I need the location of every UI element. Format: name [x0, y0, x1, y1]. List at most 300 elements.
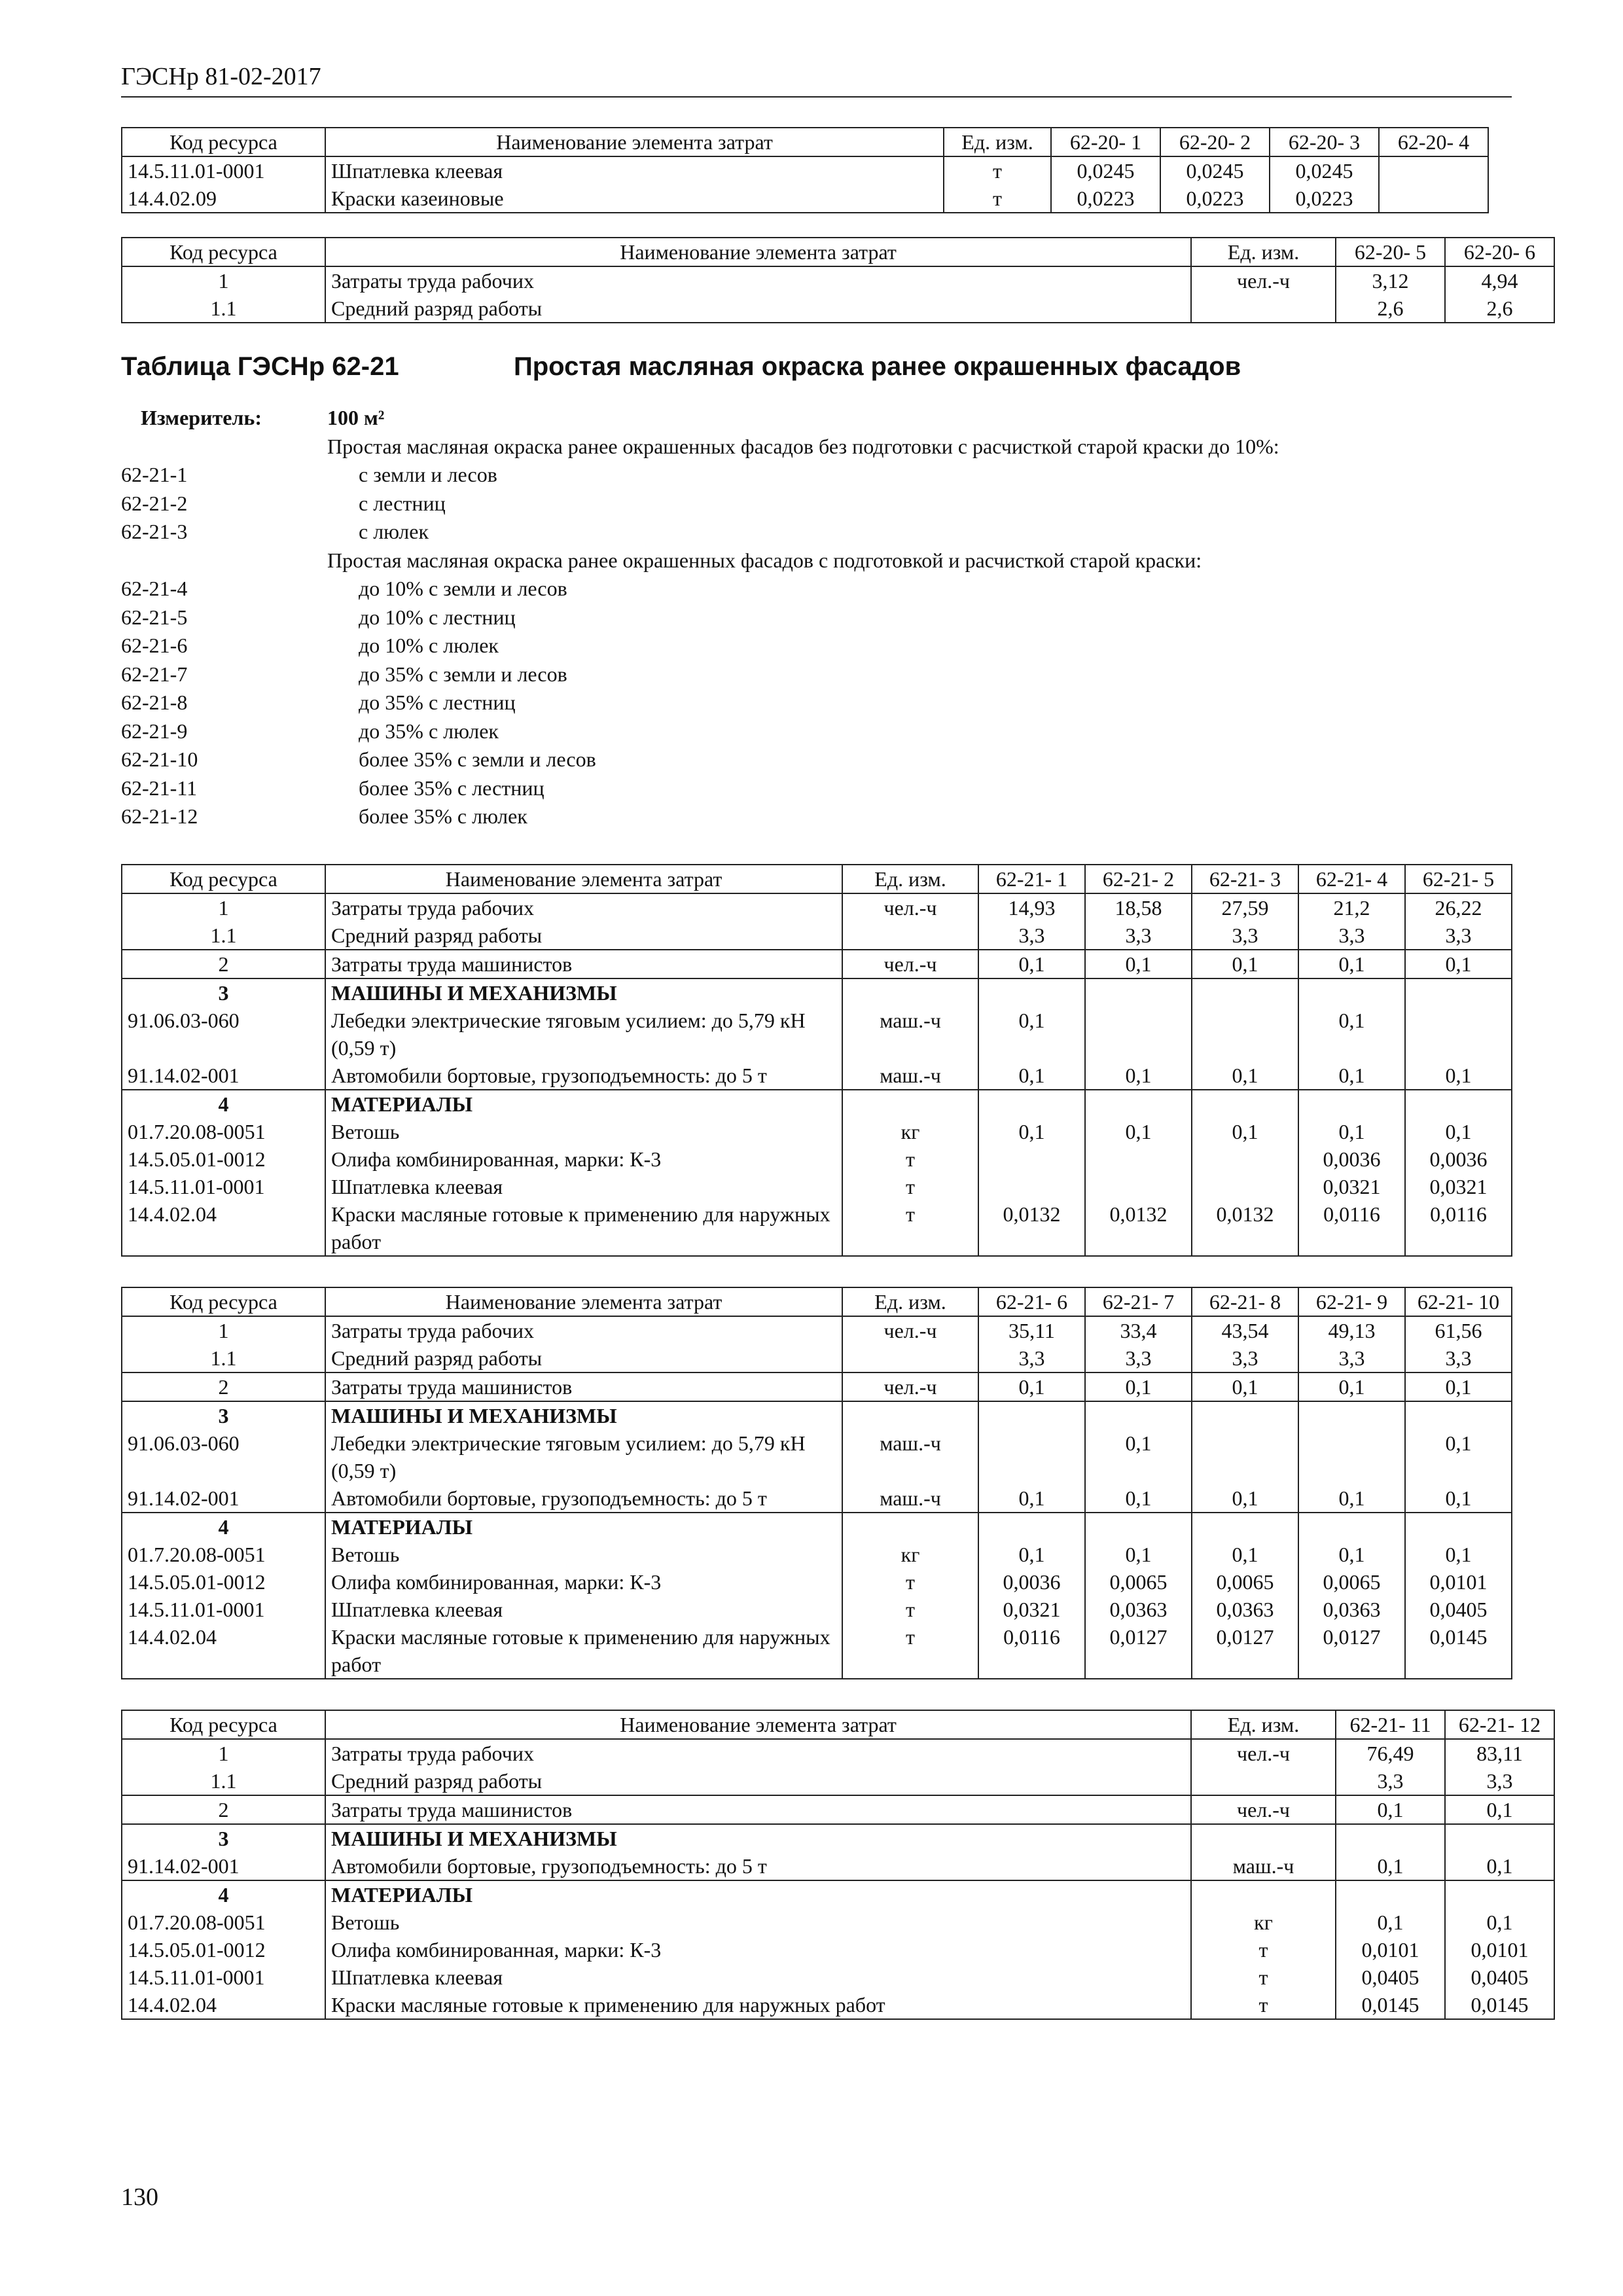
- resource-code: 91.14.02-001: [122, 1062, 325, 1090]
- norm-value: 3,3: [1085, 922, 1192, 950]
- resource-name: Средний разряд работы: [325, 295, 1191, 323]
- header-row: [122, 128, 1488, 156]
- norm-value: 3,3: [1298, 922, 1405, 950]
- norm-value: 3,3: [1192, 1344, 1298, 1372]
- norm-value: 0,0363: [1298, 1596, 1405, 1623]
- col-header-code: Код ресурса: [122, 1710, 325, 1739]
- resource-name: Средний разряд работы: [325, 1344, 842, 1372]
- norm-value: 0,1: [1085, 1541, 1192, 1568]
- norm-value: 0,0363: [1192, 1596, 1298, 1623]
- resource-name: Затраты труда рабочих: [325, 1316, 842, 1344]
- resource-code: 3: [122, 1401, 325, 1429]
- norm-value: [1298, 1429, 1405, 1484]
- norm-value: [1298, 1090, 1405, 1118]
- table-row: [122, 1090, 1512, 1118]
- norm-value: 0,1: [1298, 1118, 1405, 1145]
- resource-name: Шпатлевка клеевая: [325, 1596, 842, 1623]
- table-row: [122, 1596, 1512, 1623]
- norm-value: 35,11: [978, 1316, 1085, 1344]
- resource-unit: маш.-ч: [842, 1062, 978, 1090]
- norm-value: 0,1: [1405, 950, 1512, 978]
- norm-value: [1445, 1880, 1554, 1909]
- norm-value: [978, 1090, 1085, 1118]
- work-item-text: более 35% с лестниц: [359, 776, 544, 800]
- norm-value: [1405, 1513, 1512, 1541]
- resource-name: Ветошь: [325, 1118, 842, 1145]
- resource-name: Шпатлевка клеевая: [325, 1173, 842, 1200]
- work-item-text: с люлек: [359, 520, 429, 543]
- norm-value: 0,0065: [1085, 1568, 1192, 1596]
- col-header-norm: 62-21- 11: [1336, 1710, 1445, 1739]
- norm-value: 0,0132: [1192, 1200, 1298, 1256]
- resource-code: 14.5.11.01-0001: [122, 1173, 325, 1200]
- resource-name: Средний разряд работы: [325, 922, 842, 950]
- norm-value: [1379, 185, 1488, 213]
- norm-value: 76,49: [1336, 1739, 1445, 1767]
- norm-value: 0,1: [1085, 1429, 1192, 1484]
- resource-unit: чел.-ч: [842, 1316, 978, 1344]
- col-header-code: Код ресурса: [122, 865, 325, 893]
- norm-value: 49,13: [1298, 1316, 1405, 1344]
- resource-unit: [842, 1090, 978, 1118]
- resource-name: Ветошь: [325, 1541, 842, 1568]
- work-item: [121, 717, 1512, 746]
- norm-value: 0,0132: [978, 1200, 1085, 1256]
- resource-code: 14.4.02.09: [122, 185, 325, 213]
- work-item-text: до 10% с люлек: [359, 634, 499, 657]
- norm-value: 0,1: [1405, 1062, 1512, 1090]
- resource-code: 14.4.02.04: [122, 1991, 325, 2019]
- norm-value: 0,1: [1192, 1118, 1298, 1145]
- resource-name: Автомобили бортовые, грузоподъемность: до 5 т: [325, 1062, 842, 1090]
- norm-value: [978, 1429, 1085, 1484]
- table-row: [122, 185, 1488, 213]
- page-number: 130: [121, 2183, 158, 2211]
- resource-code: 1: [122, 1316, 325, 1344]
- work-items-1: [121, 461, 1512, 547]
- col-header-norm: 62-20- 5: [1336, 238, 1445, 266]
- norm-value: 3,3: [1445, 1767, 1554, 1795]
- norm-value: 0,1: [1445, 1852, 1554, 1880]
- resource-unit: [842, 922, 978, 950]
- norm-value: 0,0405: [1336, 1964, 1445, 1991]
- norm-value: 0,1: [978, 950, 1085, 978]
- table-row: [122, 1568, 1512, 1596]
- resource-unit: [1191, 1880, 1336, 1909]
- table-row: [122, 1513, 1512, 1541]
- norm-value: 0,0223: [1160, 185, 1270, 213]
- table-row: [122, 1936, 1554, 1964]
- norm-value: 0,0036: [1298, 1145, 1405, 1173]
- col-header-norm: 62-21- 7: [1085, 1287, 1192, 1316]
- norm-value: 0,0145: [1445, 1991, 1554, 2019]
- norm-value: 0,0127: [1298, 1623, 1405, 1679]
- resource-unit: чел.-ч: [1191, 1795, 1336, 1824]
- work-item-text: с земли и лесов: [359, 463, 497, 486]
- resource-table-62-21-b: [121, 1287, 1512, 1679]
- work-item-code: 62-21-8: [121, 691, 188, 714]
- resource-code: 1: [122, 266, 325, 295]
- norm-value: 0,1: [1085, 1118, 1192, 1145]
- resource-code: 14.5.05.01-0012: [122, 1145, 325, 1173]
- norm-value: 0,0145: [1405, 1623, 1512, 1679]
- resource-code: 1: [122, 893, 325, 922]
- table-title: Простая масляная окраска ранее окрашенных фасадов: [514, 352, 1241, 381]
- table-row: [122, 1824, 1554, 1852]
- norm-value: 0,0127: [1085, 1623, 1192, 1679]
- norm-value: [1405, 1090, 1512, 1118]
- norm-value: 0,0101: [1405, 1568, 1512, 1596]
- resource-unit: [842, 1401, 978, 1429]
- resource-unit: [1191, 295, 1336, 323]
- resource-unit: т: [944, 185, 1051, 213]
- norm-value: 61,56: [1405, 1316, 1512, 1344]
- work-item-text: до 10% с лестниц: [359, 605, 516, 629]
- table-row: [122, 1964, 1554, 1991]
- norm-value: [978, 1513, 1085, 1541]
- norm-value: 0,1: [1336, 1795, 1445, 1824]
- resource-code: 14.4.02.04: [122, 1200, 325, 1256]
- table-row: [122, 1880, 1554, 1909]
- norm-value: [1192, 1145, 1298, 1173]
- work-item-text: до 35% с люлек: [359, 719, 499, 743]
- norm-value: [1192, 1090, 1298, 1118]
- norm-value: [1085, 1145, 1192, 1173]
- col-header-code: Код ресурса: [122, 128, 325, 156]
- col-header-name: Наименование элемента затрат: [325, 238, 1191, 266]
- norm-value: [1085, 1090, 1192, 1118]
- norm-value: 18,58: [1085, 893, 1192, 922]
- resource-name: Краски казеиновые: [325, 185, 944, 213]
- resource-code: 3: [122, 978, 325, 1007]
- col-header-name: Наименование элемента затрат: [325, 1710, 1191, 1739]
- col-header-norm: 62-21- 1: [978, 865, 1085, 893]
- col-header-norm: 62-21- 4: [1298, 865, 1405, 893]
- norm-value: 0,1: [1405, 1541, 1512, 1568]
- norm-value: [1192, 1513, 1298, 1541]
- work-item-text: более 35% с земли и лесов: [359, 747, 596, 771]
- resource-table-62-20-b: [121, 237, 1555, 323]
- table-row: [122, 893, 1512, 922]
- norm-value: 3,3: [1405, 1344, 1512, 1372]
- resource-code: 01.7.20.08-0051: [122, 1909, 325, 1936]
- norm-value: [1298, 1513, 1405, 1541]
- resource-unit: маш.-ч: [1191, 1852, 1336, 1880]
- norm-value: 0,1: [1192, 1062, 1298, 1090]
- col-header-norm: 62-20- 3: [1270, 128, 1379, 156]
- norm-value: 0,1: [1298, 1007, 1405, 1062]
- work-item-code: 62-21-5: [121, 605, 188, 629]
- table-row: [122, 1062, 1512, 1090]
- norm-value: 21,2: [1298, 893, 1405, 922]
- norm-value: 0,1: [1445, 1909, 1554, 1936]
- col-header-unit: Ед. изм.: [842, 865, 978, 893]
- norm-value: 0,0116: [1405, 1200, 1512, 1256]
- norm-value: [978, 978, 1085, 1007]
- norm-value: [978, 1173, 1085, 1200]
- norm-value: 3,3: [1298, 1344, 1405, 1372]
- norm-value: 0,0065: [1192, 1568, 1298, 1596]
- table-row: [122, 295, 1554, 323]
- table-row: [122, 922, 1512, 950]
- col-header-code: Код ресурса: [122, 1287, 325, 1316]
- resource-code: 91.06.03-060: [122, 1007, 325, 1062]
- col-header-unit: Ед. изм.: [1191, 238, 1336, 266]
- norm-value: 0,0321: [1405, 1173, 1512, 1200]
- resource-name: МАШИНЫ И МЕХАНИЗМЫ: [325, 1824, 1191, 1852]
- header-row: [122, 1287, 1512, 1316]
- resource-code: 4: [122, 1090, 325, 1118]
- work-item: [121, 490, 1512, 518]
- norm-value: 0,0116: [1298, 1200, 1405, 1256]
- norm-value: 0,1: [1298, 1062, 1405, 1090]
- col-header-norm: 62-20- 2: [1160, 128, 1270, 156]
- col-header-norm: 62-21- 6: [978, 1287, 1085, 1316]
- norm-value: [1192, 978, 1298, 1007]
- col-header-name: Наименование элемента затрат: [325, 865, 842, 893]
- work-item-code: 62-21-7: [121, 662, 188, 686]
- norm-value: 0,0127: [1192, 1623, 1298, 1679]
- work-items-2: [121, 575, 1512, 831]
- norm-value: [1405, 1007, 1512, 1062]
- resource-name: Лебедки электрические тяговым усилием: до 5,79 кН (0,59 т): [325, 1429, 842, 1484]
- norm-value: 0,0036: [978, 1568, 1085, 1596]
- norm-value: 0,1: [978, 1062, 1085, 1090]
- resource-unit: чел.-ч: [1191, 266, 1336, 295]
- resource-name: Затраты труда рабочих: [325, 266, 1191, 295]
- norm-value: 0,1: [978, 1541, 1085, 1568]
- work-item-text: до 10% с земли и лесов: [359, 577, 567, 600]
- norm-value: 83,11: [1445, 1739, 1554, 1767]
- work-item: [121, 745, 1512, 774]
- norm-value: 0,1: [1298, 1541, 1405, 1568]
- norm-value: 0,1: [1336, 1852, 1445, 1880]
- work-item: [121, 802, 1512, 831]
- resource-code: 14.4.02.04: [122, 1623, 325, 1679]
- table-row: [122, 1852, 1554, 1880]
- resource-table-62-21-a: [121, 864, 1512, 1257]
- norm-value: [1405, 978, 1512, 1007]
- table-row: [122, 1991, 1554, 2019]
- col-header-norm: 62-20- 1: [1051, 128, 1160, 156]
- resource-code: 3: [122, 1824, 325, 1852]
- norm-value: 33,4: [1085, 1316, 1192, 1344]
- norm-value: 0,0101: [1336, 1936, 1445, 1964]
- work-item: [121, 603, 1512, 632]
- table-row: [122, 1909, 1554, 1936]
- norm-value: [1405, 1401, 1512, 1429]
- work-item: [121, 518, 1512, 547]
- norm-value: [978, 1401, 1085, 1429]
- norm-value: 0,1: [1085, 950, 1192, 978]
- work-item: [121, 660, 1512, 689]
- col-header-unit: Ед. изм.: [842, 1287, 978, 1316]
- resource-unit: чел.-ч: [842, 893, 978, 922]
- table-row: [122, 1401, 1512, 1429]
- work-item-text: с лестниц: [359, 491, 446, 515]
- resource-name: Краски масляные готовые к применению для наружных работ: [325, 1991, 1191, 2019]
- resource-unit: т: [1191, 1991, 1336, 2019]
- norm-value: [1192, 1429, 1298, 1484]
- resource-unit: т: [842, 1568, 978, 1596]
- norm-value: 0,1: [1405, 1484, 1512, 1513]
- norm-value: 0,0145: [1336, 1991, 1445, 2019]
- norm-value: 0,1: [1085, 1372, 1192, 1401]
- resource-unit: маш.-ч: [842, 1429, 978, 1484]
- norm-value: 2,6: [1445, 295, 1554, 323]
- col-header-name: Наименование элемента затрат: [325, 128, 944, 156]
- norm-value: 0,1: [1445, 1795, 1554, 1824]
- norm-value: 3,12: [1336, 266, 1445, 295]
- resource-unit: маш.-ч: [842, 1484, 978, 1513]
- work-item-code: 62-21-2: [121, 491, 188, 515]
- document-page: [121, 62, 1541, 2020]
- norm-value: 0,1: [1298, 1372, 1405, 1401]
- norm-value: 3,3: [1192, 922, 1298, 950]
- header-row: [122, 865, 1512, 893]
- table-row: [122, 1623, 1512, 1679]
- resource-table-62-21-c: [121, 1710, 1555, 2020]
- table-row: [122, 1484, 1512, 1513]
- work-group-1: Простая масляная окраска ранее окрашенных фасадов без подготовки с расчисткой старой краски до 10%:: [327, 434, 1279, 458]
- resource-name: Олифа комбинированная, марки: К-3: [325, 1568, 842, 1596]
- resource-name: Затраты труда машинистов: [325, 950, 842, 978]
- col-header-norm: 62-21- 9: [1298, 1287, 1405, 1316]
- table-number: Таблица ГЭСНр 62-21: [121, 352, 399, 381]
- running-header: ГЭСНр 81-02-2017: [121, 62, 1512, 98]
- norm-value: 0,1: [978, 1007, 1085, 1062]
- table-row: [122, 978, 1512, 1007]
- resource-name: МАШИНЫ И МЕХАНИЗМЫ: [325, 978, 842, 1007]
- table-row: [122, 1173, 1512, 1200]
- norm-value: 0,0245: [1270, 156, 1379, 185]
- norm-value: 0,0321: [1298, 1173, 1405, 1200]
- work-item-code: 62-21-11: [121, 776, 198, 800]
- resource-name: МАШИНЫ И МЕХАНИЗМЫ: [325, 1401, 842, 1429]
- work-item: [121, 461, 1512, 490]
- table-row: [122, 1429, 1512, 1484]
- norm-value: 0,1: [1405, 1372, 1512, 1401]
- resource-unit: т: [944, 156, 1051, 185]
- resource-name: Шпатлевка клеевая: [325, 156, 944, 185]
- work-item-code: 62-21-12: [121, 804, 198, 828]
- col-header-norm: 62-21- 5: [1405, 865, 1512, 893]
- col-header-norm: 62-21- 10: [1405, 1287, 1512, 1316]
- norm-value: 3,3: [1405, 922, 1512, 950]
- table-row: [122, 950, 1512, 978]
- norm-value: [1085, 1007, 1192, 1062]
- norm-value: 0,0132: [1085, 1200, 1192, 1256]
- norm-value: 0,0245: [1160, 156, 1270, 185]
- norm-value: [1192, 1007, 1298, 1062]
- measure-value: 100 м²: [327, 406, 385, 429]
- resource-name: Затраты труда рабочих: [325, 1739, 1191, 1767]
- measure-block: [121, 404, 1512, 831]
- norm-value: [1192, 1401, 1298, 1429]
- resource-code: 1: [122, 1739, 325, 1767]
- col-header-name: Наименование элемента затрат: [325, 1287, 842, 1316]
- resource-code: 1.1: [122, 922, 325, 950]
- resource-name: Затраты труда машинистов: [325, 1795, 1191, 1824]
- norm-value: [1085, 1513, 1192, 1541]
- resource-unit: чел.-ч: [1191, 1739, 1336, 1767]
- resource-unit: [1191, 1767, 1336, 1795]
- norm-value: [1085, 978, 1192, 1007]
- work-item: [121, 632, 1512, 660]
- col-header-norm: 62-20- 6: [1445, 238, 1554, 266]
- resource-code: 4: [122, 1880, 325, 1909]
- resource-unit: маш.-ч: [842, 1007, 978, 1062]
- table-row: [122, 1739, 1554, 1767]
- work-item-code: 62-21-4: [121, 577, 188, 600]
- resource-unit: кг: [1191, 1909, 1336, 1936]
- table-row: [122, 1372, 1512, 1401]
- work-item-text: до 35% с земли и лесов: [359, 662, 567, 686]
- norm-value: 0,1: [978, 1118, 1085, 1145]
- resource-code: 14.5.11.01-0001: [122, 1596, 325, 1623]
- norm-value: [978, 1145, 1085, 1173]
- resource-unit: [842, 1344, 978, 1372]
- resource-code: 1.1: [122, 295, 325, 323]
- norm-value: 0,0405: [1405, 1596, 1512, 1623]
- resource-unit: чел.-ч: [842, 950, 978, 978]
- norm-value: 3,3: [1085, 1344, 1192, 1372]
- norm-value: 4,94: [1445, 266, 1554, 295]
- norm-value: [1298, 1401, 1405, 1429]
- resource-code: 91.14.02-001: [122, 1852, 325, 1880]
- norm-value: 0,0101: [1445, 1936, 1554, 1964]
- norm-value: 0,1: [1336, 1909, 1445, 1936]
- work-item-text: более 35% с люлек: [359, 804, 527, 828]
- resource-name: МАТЕРИАЛЫ: [325, 1880, 1191, 1909]
- resource-unit: т: [1191, 1964, 1336, 1991]
- norm-value: 0,1: [1192, 950, 1298, 978]
- resource-code: 14.5.05.01-0012: [122, 1936, 325, 1964]
- resource-code: 14.5.11.01-0001: [122, 1964, 325, 1991]
- norm-value: 0,1: [978, 1372, 1085, 1401]
- norm-value: [1085, 1173, 1192, 1200]
- resource-name: Лебедки электрические тяговым усилием: до 5,79 кН (0,59 т): [325, 1007, 842, 1062]
- work-item: [121, 774, 1512, 803]
- resource-unit: [842, 1513, 978, 1541]
- work-group-2: Простая масляная окраска ранее окрашенных фасадов с подготовкой и расчисткой старой краски:: [327, 548, 1202, 572]
- norm-value: 0,0405: [1445, 1964, 1554, 1991]
- resource-code: 1.1: [122, 1767, 325, 1795]
- resource-code: 91.06.03-060: [122, 1429, 325, 1484]
- norm-value: 0,1: [1298, 950, 1405, 978]
- resource-code: 14.5.05.01-0012: [122, 1568, 325, 1596]
- table-row: [122, 156, 1488, 185]
- norm-value: [1192, 1173, 1298, 1200]
- norm-value: 0,1: [1192, 1372, 1298, 1401]
- resource-name: Затраты труда машинистов: [325, 1372, 842, 1401]
- resource-name: Средний разряд работы: [325, 1767, 1191, 1795]
- table-row: [122, 1007, 1512, 1062]
- norm-value: 2,6: [1336, 295, 1445, 323]
- col-header-norm: 62-21- 8: [1192, 1287, 1298, 1316]
- measure-label: Измеритель:: [141, 406, 262, 429]
- norm-value: 26,22: [1405, 893, 1512, 922]
- norm-value: 3,3: [978, 1344, 1085, 1372]
- header-row: [122, 1710, 1554, 1739]
- resource-name: Ветошь: [325, 1909, 1191, 1936]
- table-row: [122, 1541, 1512, 1568]
- resource-code: 2: [122, 950, 325, 978]
- resource-unit: т: [842, 1200, 978, 1256]
- norm-value: 0,0321: [978, 1596, 1085, 1623]
- norm-value: 0,0223: [1270, 185, 1379, 213]
- norm-value: [1336, 1824, 1445, 1852]
